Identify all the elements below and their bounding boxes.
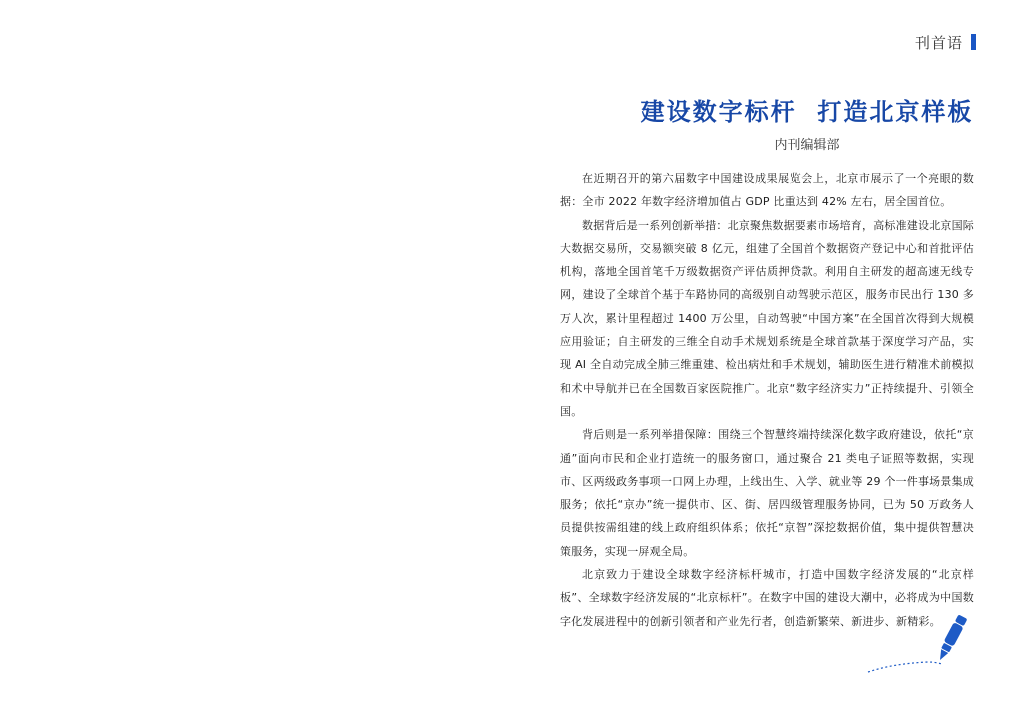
article-byline: 内刊编辑部: [774, 138, 840, 153]
article-body: [560, 167, 974, 633]
fountain-pen-icon: [866, 614, 968, 678]
paragraph: 数据背后是一系列创新举措：北京聚焦数据要素市场培育，高标准建设北京国际大数据交易所，交易额突破 8 亿元，组建了全国首个数据资产登记中心和首批评估机构，落地全国首笔千万级数据资产评估质押贷款。利用自主研发的超高速无线专网，建设了全球首个基于车路协同的高级别自动驾驶示范区，服务市民出行 130 多万人次，累计里程超过 1400 万公里，自动驾驶“中国方案”在全国首次得到大规模应用验证；自主研发的三维全自动手术规划系统是全球首款基于深度学习产品，实现 AI 全自动完成全肺三维重建、检出病灶和手术规划，辅助医生进行精准术前模拟和术中导航并已在全国数百家医院推广。北京“数字经济实力”正持续提升、引领全国。: [560, 218, 974, 418]
pen-barrel: [944, 622, 964, 647]
article-title: 建设数字标杆 打造北京样板: [640, 98, 974, 126]
paragraph: 背后则是一系列举措保障：围绕三个智慧终端持续深化数字政府建设，依托“京通”面向市民和企业打造统一的服务窗口，通过聚合 21 类电子证照等数据，实现市、区两级政务事项一口网上办理，上线出生、入学、就业等 29 个一件事场景集成服务；依托“京办”统一提供市、区、街、居四级管理服务协同，已为 50 万政务人员提供按需组建的线上政府组织体系；依托“京智”深挖数据价值，集中提供智慧决策服务，实现一屏观全局。: [560, 428, 974, 558]
section-accent-bar: [971, 34, 976, 50]
article: [560, 96, 974, 633]
pen-nib: [936, 649, 948, 662]
pen-swoosh: [868, 662, 942, 672]
section-label: 刊首语: [914, 33, 963, 52]
paragraph: 在近期召开的第六届数字中国建设成果展览会上，北京市展示了一个亮眼的数据：全市 2022 年数字经济增加值占 GDP 比重达到 42% 左右，居全国首位。: [560, 172, 974, 209]
running-head: [915, 33, 976, 51]
paragraph: 北京致力于建设全球数字经济标杆城市，打造中国数字经济发展的“北京样板”、全球数字经济发展的“北京标杆”。在数字中国的建设大潮中，必将成为中国数字化发展进程中的创新引领者和产业先行者，创造新繁荣、新进步、新精彩。: [560, 568, 974, 628]
